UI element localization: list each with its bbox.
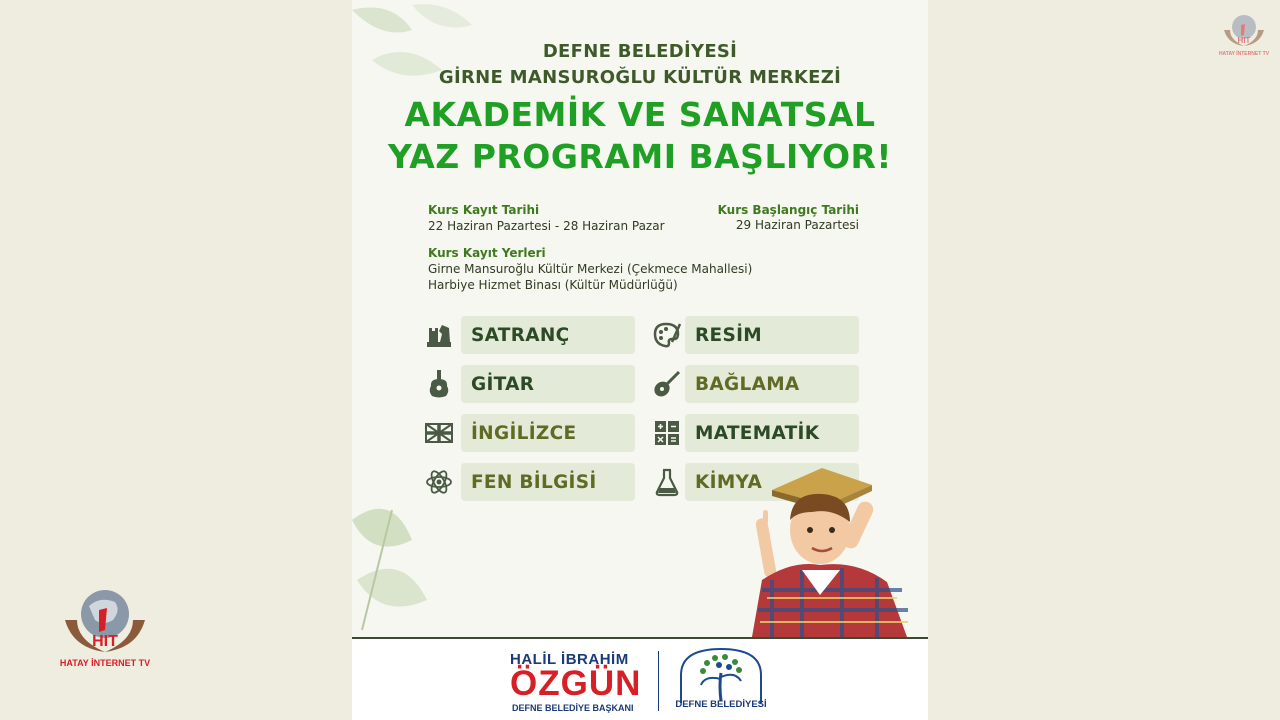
course-gitar — [461, 365, 635, 403]
course-satranc — [461, 316, 635, 354]
municipality-heading: DEFNE BELEDİYESİ — [542, 41, 738, 62]
svg-text:HIT: HIT — [92, 633, 118, 650]
defne-belediyesi-logo-icon — [675, 645, 767, 707]
registration-location-2: Harbiye Hizmet Binası (Kültür Müdürlüğü) — [428, 278, 678, 292]
start-date-label: Kurs Başlangıç Tarihi — [717, 203, 859, 217]
hit-globe-hands-small-icon — [1218, 10, 1270, 50]
guitar-icon — [424, 369, 454, 399]
atom-icon — [424, 467, 454, 497]
start-date-value: 29 Haziran Pazartesi — [735, 218, 859, 232]
registration-location-1: Girne Mansuroğlu Kültür Merkezi (Çekmece Mahallesi) — [428, 262, 753, 276]
leaves-bottom-left-icon — [352, 480, 462, 640]
flask-icon — [652, 467, 682, 497]
calculator-icon — [652, 418, 682, 448]
baglama-icon — [652, 369, 682, 399]
hit-globe-hands-icon — [55, 580, 155, 660]
mayor-name-big: ÖZGÜN — [510, 664, 642, 703]
course-fen-bilgisi — [461, 463, 635, 501]
english-flag-icon — [424, 418, 454, 448]
watermark-label: HATAY İNTERNET TV — [59, 658, 151, 668]
palette-icon — [652, 320, 682, 350]
registration-date-value: 22 Haziran Pazartesi - 28 Haziran Pazar — [428, 219, 665, 233]
course-fen-bilgisi-label: FEN BİLGİSİ — [471, 472, 597, 493]
course-matematik — [685, 414, 859, 452]
title-line-2: YAZ PROGRAMI BAŞLIYOR! — [388, 137, 892, 176]
course-kimya-label: KİMYA — [695, 472, 763, 493]
hatay-internet-tv-logo-small — [1218, 10, 1270, 60]
course-resim — [685, 316, 859, 354]
footer-divider — [658, 651, 659, 711]
course-ingilizce-label: İNGİLİZCE — [471, 423, 577, 444]
hatay-internet-tv-logo — [55, 580, 155, 675]
watermark-small-label: HATAY İNTERNET TV — [1218, 51, 1270, 57]
course-gitar-label: GİTAR — [471, 374, 535, 395]
course-satranc-label: SATRANÇ — [471, 325, 570, 346]
course-baglama-label: BAĞLAMA — [695, 374, 800, 395]
mayor-name-top: HALİL İBRAHİM — [510, 651, 629, 668]
course-baglama — [685, 365, 859, 403]
culture-center-heading: GİRNE MANSUROĞLU KÜLTÜR MERKEZİ — [438, 67, 842, 88]
poster — [352, 0, 928, 720]
course-matematik-label: MATEMATİK — [695, 423, 820, 444]
registration-locations-label: Kurs Kayıt Yerleri — [428, 246, 546, 260]
chess-knight-icon — [424, 320, 454, 350]
title-line-1: AKADEMİK VE SANATSAL — [404, 95, 876, 134]
municipality-logo-label: DEFNE BELEDİYESİ — [675, 699, 767, 710]
footer — [352, 637, 928, 720]
registration-date-label: Kurs Kayıt Tarihi — [428, 203, 540, 217]
course-ingilizce — [461, 414, 635, 452]
mayor-position: DEFNE BELEDİYE BAŞKANI — [512, 703, 634, 713]
svg-text:HIT: HIT — [1237, 36, 1251, 45]
child-with-book-image — [732, 460, 928, 637]
course-resim-label: RESİM — [695, 325, 762, 346]
